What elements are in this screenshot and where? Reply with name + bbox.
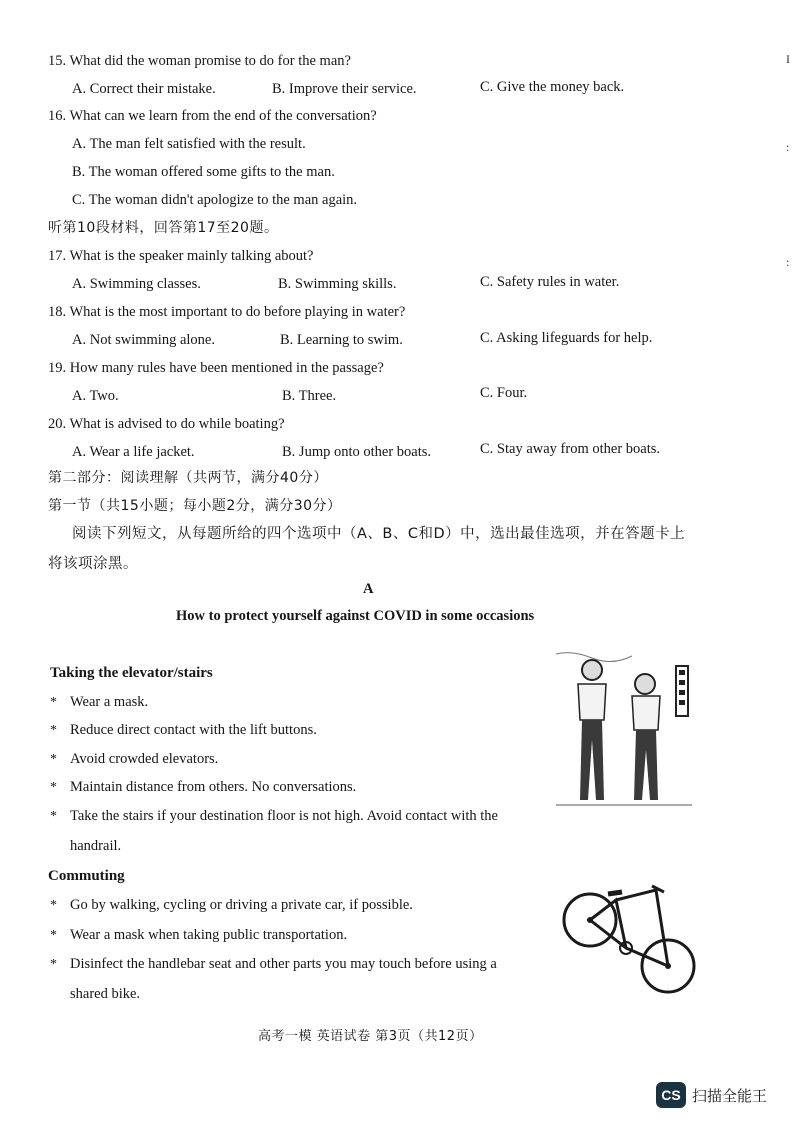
elevator-bullet-5-continuation: handrail. (70, 838, 122, 854)
section1-title: 第一节（共15小题；每小题2分，满分30分） (48, 498, 342, 514)
scanner-app-name: 扫描全能王 (692, 1086, 768, 1105)
commuting-bullet-3: Disinfect the handlebar seat and other parts you may touch before using a (70, 956, 497, 972)
question-16-stem: 16. What can we learn from the end of the conversation? (48, 108, 377, 124)
question-20-option-c: C. Stay away from other boats. (480, 441, 661, 457)
elevator-bullet-2: Reduce direct contact with the lift buttons. (70, 722, 317, 738)
scan-edge-mark: I (786, 52, 790, 66)
elevator-bullet-3: Avoid crowded elevators. (70, 751, 219, 767)
elevator-bullet-5: Take the stairs if your destination floor is not high. Avoid contact with the (70, 808, 498, 824)
question-15-option-b: B. Improve their service. (272, 81, 417, 97)
commuting-bullet-3-continuation: shared bike. (70, 986, 141, 1002)
bullet-marker: * (50, 957, 57, 972)
bullet-marker: * (50, 780, 57, 795)
scan-edge-mark: : (786, 140, 790, 154)
bicycle-illustration (560, 870, 700, 1000)
scan-edge-mark: : (786, 255, 790, 269)
bullet-marker: * (50, 723, 57, 738)
question-19-option-a: A. Two. (72, 388, 119, 404)
elevator-illustration (552, 650, 696, 810)
question-18-option-a: A. Not swimming alone. (72, 332, 215, 348)
passage-letter: A (363, 581, 374, 597)
question-15-option-a: A. Correct their mistake. (72, 81, 216, 97)
page-footer: 高考一模 英语试卷 第3页（共12页） (258, 1029, 483, 1044)
question-15-stem: 15. What did the woman promise to do for the man? (48, 53, 351, 69)
question-20-stem: 20. What is advised to do while boating? (48, 416, 285, 432)
instructions-line1: 阅读下列短文，从每题所给的四个选项中（A、B、C和D）中，选出最佳选项，并在答题卡上 (72, 526, 686, 542)
bullet-marker: * (50, 695, 57, 710)
elevator-bullet-1: Wear a mask. (70, 694, 149, 710)
elevator-bullet-4: Maintain distance from others. No conversations. (70, 779, 357, 795)
section-heading-elevator: Taking the elevator/stairs (50, 665, 213, 681)
question-18-option-b: B. Learning to swim. (280, 332, 403, 348)
part2-title: 第二部分：阅读理解（共两节，满分40分） (48, 470, 328, 486)
commuting-bullet-2: Wear a mask when taking public transportation. (70, 927, 348, 943)
bullet-marker: * (50, 752, 57, 767)
bullet-marker: * (50, 898, 57, 913)
question-18-option-c: C. Asking lifeguards for help. (480, 330, 653, 346)
question-20-option-b: B. Jump onto other boats. (282, 444, 432, 460)
question-17-option-a: A. Swimming classes. (72, 276, 201, 292)
question-16-option-b: B. The woman offered some gifts to the man. (72, 164, 335, 180)
instructions-line2: 将该项涂黑。 (48, 556, 138, 572)
question-16-option-a: A. The man felt satisfied with the result. (72, 136, 306, 152)
bullet-marker: * (50, 928, 57, 943)
question-18-stem: 18. What is the most important to do before playing in water? (48, 304, 406, 320)
section-heading-commuting: Commuting (48, 868, 125, 884)
question-19-option-c: C. Four. (480, 385, 528, 401)
question-19-stem: 19. How many rules have been mentioned in the passage? (48, 360, 384, 376)
question-16-option-c: C. The woman didn't apologize to the man again. (72, 192, 358, 208)
question-19-option-b: B. Three. (282, 388, 337, 404)
passage-title: How to protect yourself against COVID in some occasions (176, 608, 535, 624)
section-note: 听第10段材料，回答第17至20题。 (48, 220, 279, 236)
commuting-bullet-1: Go by walking, cycling or driving a private car, if possible. (70, 897, 413, 913)
question-15-option-c: C. Give the money back. (480, 79, 625, 95)
question-17-option-c: C. Safety rules in water. (480, 274, 620, 290)
scanner-logo (656, 1082, 767, 1108)
question-17-option-b: B. Swimming skills. (278, 276, 397, 292)
question-17-stem: 17. What is the speaker mainly talking about? (48, 248, 314, 264)
bullet-marker: * (50, 809, 57, 824)
cs-badge: CS (656, 1082, 686, 1108)
question-20-option-a: A. Wear a life jacket. (72, 444, 195, 460)
